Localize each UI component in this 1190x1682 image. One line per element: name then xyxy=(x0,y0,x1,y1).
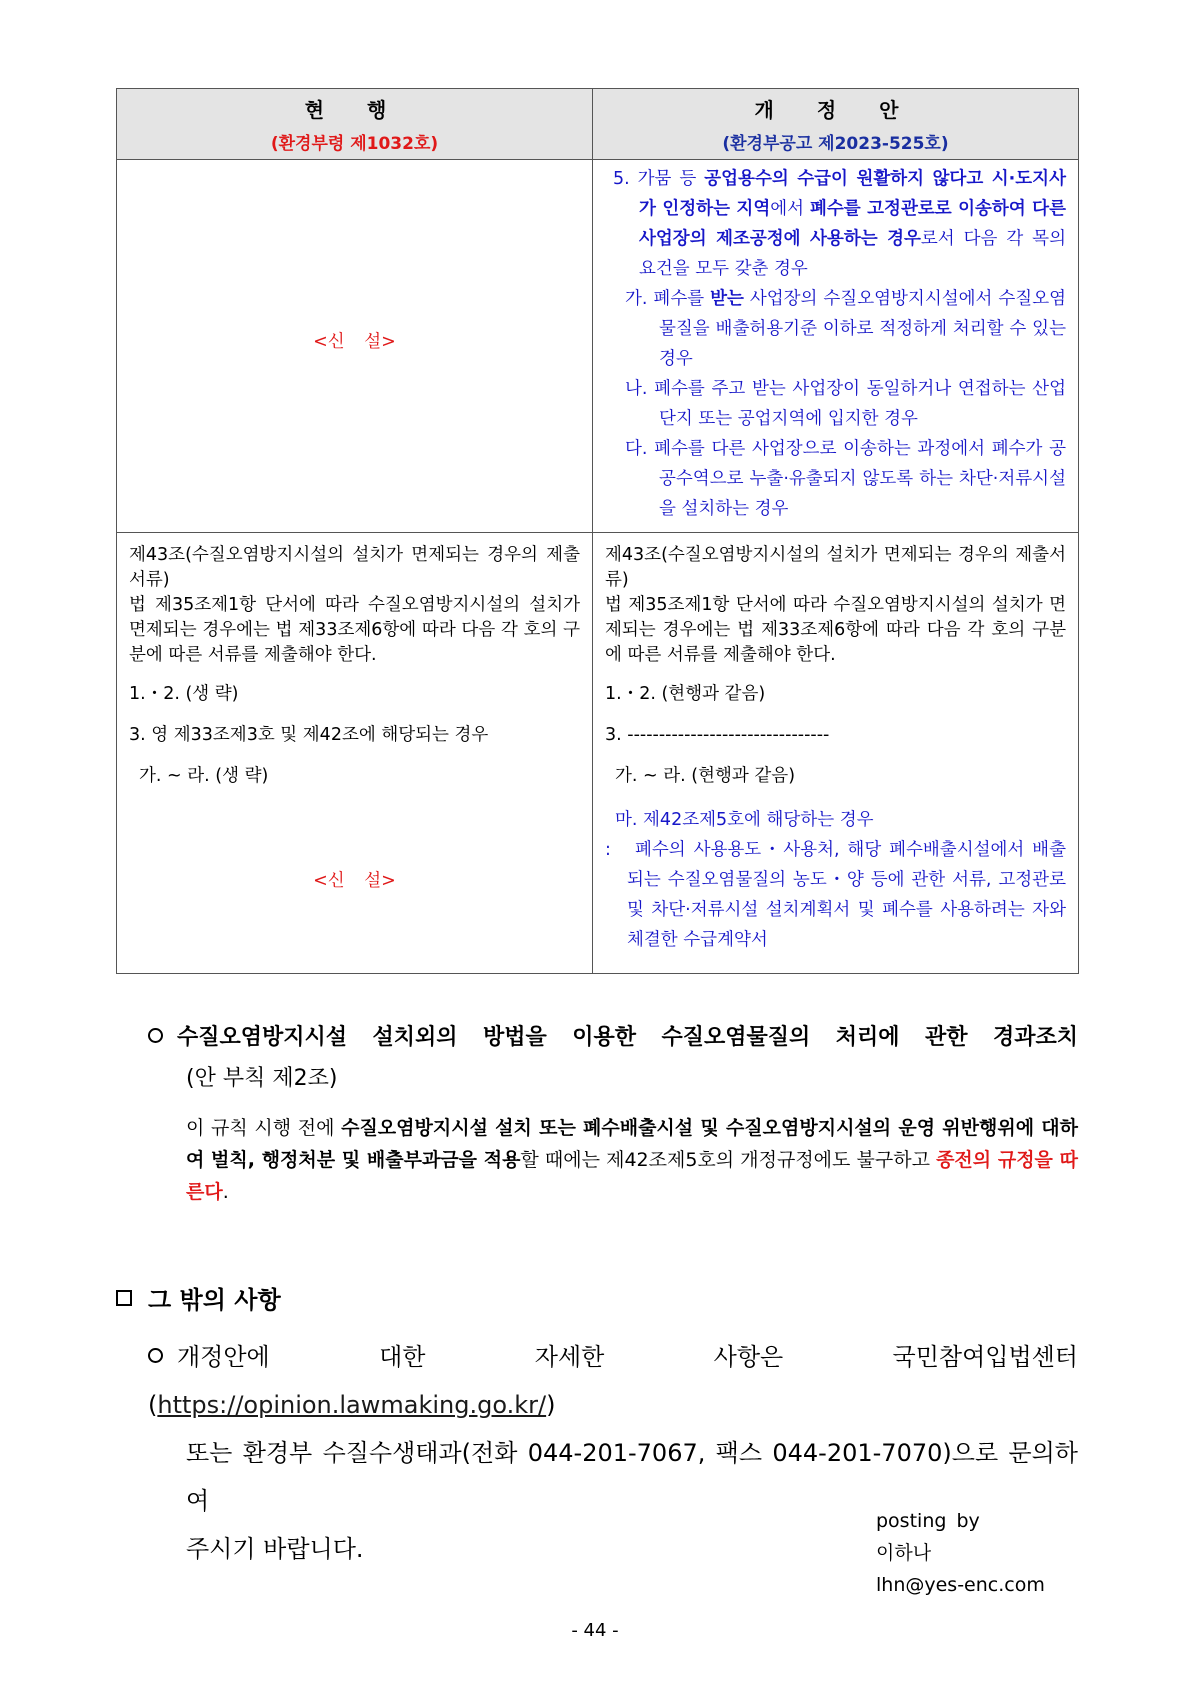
article43-body: 법 제35조제1항 단서에 따라 수질오염방지시설의 설치가 면제되는 경우에는 법 제33조제6항에 따라 다음 각 호의 구분에 따른 서류를 제출해야 한다. xyxy=(129,595,580,665)
transition-section xyxy=(148,1020,1078,1208)
row2-current-cell xyxy=(117,533,593,974)
posting-line1: posting by xyxy=(876,1510,980,1532)
comparison-table xyxy=(116,88,1079,974)
article43-title-rev: 제43조(수질오염방지시설의 설치가 면제되는 경우의 제출서류) xyxy=(605,545,1066,590)
other-body: 개정안에 대한 자세한 사항은 국민참여입법센터(https://opinion.lawmaking.go.kr/) 또는 환경부 수질수생태과(전화 044-201-7067, 팩스 044-201-7070)으로 문의하여 주시기 바랍니다. xyxy=(116,1333,1078,1573)
article43-body-rev: 법 제35조제1항 단서에 따라 수질오염방지시설의 설치가 면제되는 경우에는 법 제33조제6항에 따라 다음 각 호의 구분에 따른 서류를 제출해야 한다. xyxy=(605,595,1066,665)
item5-text: 5. 가뭄 등 공업용수의 수급이 원활하지 않다고 시·도지사가 인정하는 지역에서 폐수를 고정관로로 이송하여 다른 사업장의 제조공정에 사용하는 경우로서 다음 각 목의 요건을 모두 갖춘 경우 xyxy=(613,169,1066,279)
item5-na-text: 나. 폐수를 주고 받는 사업장이 동일하거나 연접하는 산업단지 또는 공업지역에 입지한 경우 xyxy=(625,379,1066,429)
transition-heading-sub: (안 부칙 제2조) xyxy=(186,1066,338,1091)
article43-title: 제43조(수질오염방지시설의 설치가 면제되는 경우의 제출서류) xyxy=(129,545,580,590)
header-revision xyxy=(593,89,1079,160)
item3-ga-ra-rev: 가. ~ 라. (현행과 같음) xyxy=(615,766,796,786)
square-bullet-icon xyxy=(116,1290,132,1306)
circle-bullet-icon-2 xyxy=(148,1348,163,1363)
row2-revision-cell xyxy=(593,533,1079,974)
header-current-title: 현 행 xyxy=(304,98,405,122)
row1-current-cell xyxy=(117,160,593,533)
lawmaking-link[interactable]: https://opinion.lawmaking.go.kr/ xyxy=(157,1391,547,1419)
header-revision-sub: (환경부공고 제2023-525호) xyxy=(722,134,949,154)
item3-ma-body: 폐수의 사용용도・사용처, 해당 폐수배출시설에서 배출되는 수질오염물질의 농도・양 등에 관한 서류, 고정관로 및 차단·저류시설 설치계획서 및 폐수를 사용하려는 자와 체결한 수급계약서 xyxy=(627,840,1066,950)
item1-2-rev: 1.・2. (현행과 같음) xyxy=(605,684,766,704)
new-provision-marker: <신 설> xyxy=(313,331,396,352)
transition-body: 이 규칙 시행 전에 수질오염방지시설 설치 또는 폐수배출시설 및 수질오염방지시설의 운영 위반행위에 대하여 벌칙, 행정처분 및 배출부과금을 적용할 때에는 제42조제5호의 개정규정에도 불구하고 종전의 규정을 따른다. xyxy=(186,1117,1078,1203)
other-line2: 또는 환경부 수질수생태과(전화 044-201-7067, 팩스 044-201-7070)으로 문의하여 xyxy=(186,1439,1078,1515)
item5-da-text: 다. 폐수를 다른 사업장으로 이송하는 과정에서 폐수가 공공수역으로 누출·유출되지 않도록 하는 차단·저류시설을 설치하는 경우 xyxy=(625,439,1066,519)
header-current xyxy=(117,89,593,160)
transition-heading: 수질오염방지시설 설치외의 방법을 이용한 수질오염물질의 처리에 관한 경과조치 xyxy=(148,1020,1078,1051)
header-current-sub: (환경부령 제1032호) xyxy=(270,134,439,154)
item1-2: 1.・2. (생 략) xyxy=(129,684,239,704)
row1-revision-cell xyxy=(593,160,1079,533)
posting-credit xyxy=(876,1505,1045,1601)
new-provision-marker-2: <신 설> xyxy=(313,871,396,891)
item3: 3. 영 제33조제3호 및 제42조에 해당되는 경우 xyxy=(129,725,489,745)
circle-bullet-icon xyxy=(148,1028,163,1043)
posting-author: 이하나 xyxy=(876,1542,932,1564)
other-heading: 그 밖의 사항 xyxy=(116,1280,1078,1315)
item3-rev: 3. -------------------------------- xyxy=(605,725,830,745)
other-line3: 주시기 바랍니다. xyxy=(186,1535,364,1563)
header-revision-title: 개 정 안 xyxy=(754,98,917,122)
page-number: - 44 - xyxy=(571,1620,619,1641)
item3-ga-ra: 가. ~ 라. (생 략) xyxy=(139,766,269,786)
item3-ma: 마. 제42조제5호에 해당하는 경우 xyxy=(615,810,874,830)
item3-ma-colon: : xyxy=(605,840,611,860)
item5-ga-text: 가. 폐수를 받는 사업장의 수질오염방지시설에서 수질오염물질을 배출허용기준 이하로 적정하게 처리할 수 있는 경우 xyxy=(625,289,1067,369)
posting-email: lhn@yes-enc.com xyxy=(876,1574,1045,1596)
